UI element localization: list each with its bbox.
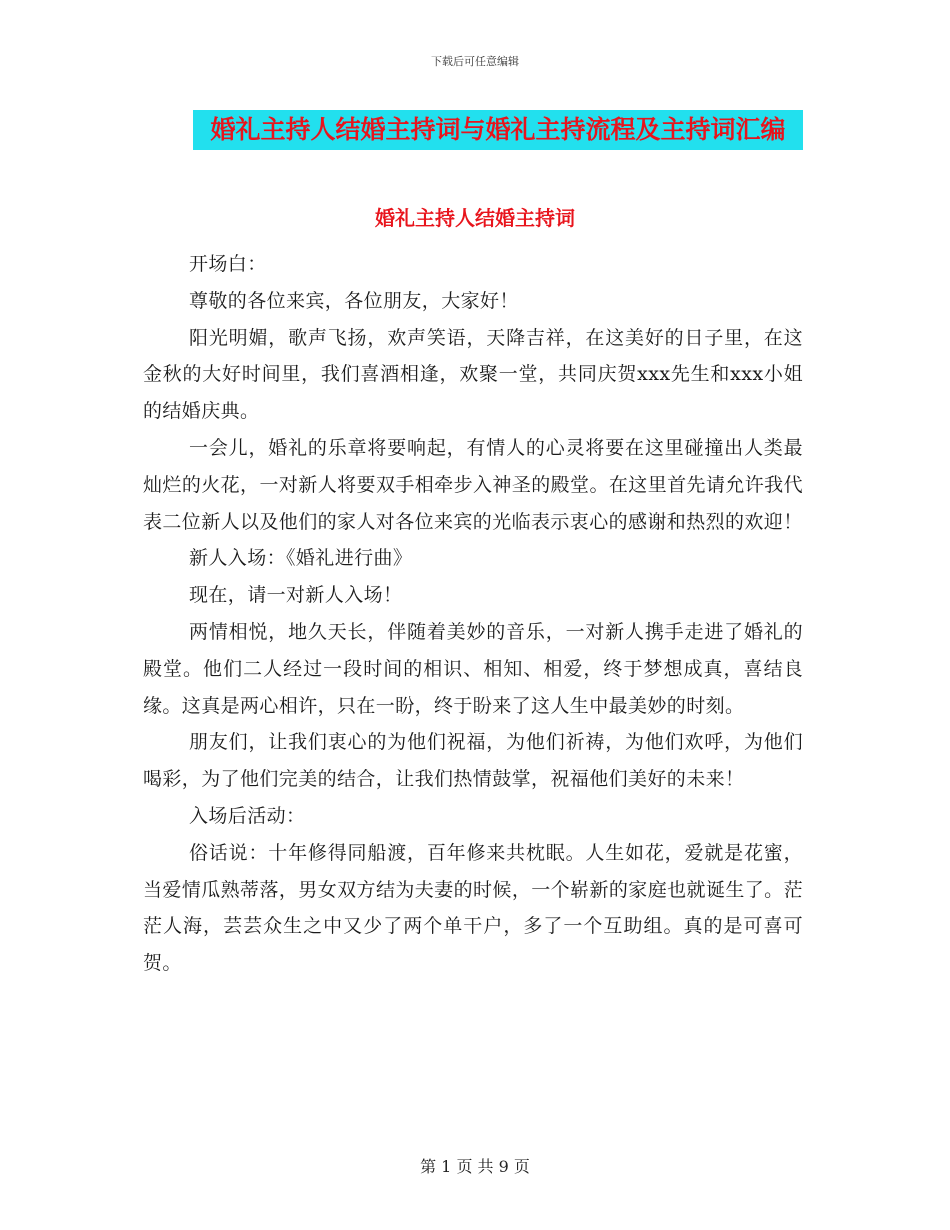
section-title: 婚礼主持人结婚主持词 bbox=[375, 206, 575, 230]
paragraph-blessing: 朋友们，让我们衷心的为他们祝福，为他们祈祷，为他们欢呼，为他们喝彩，为了他们完美的结合，让我们热情鼓掌，祝福他们美好的未来！ bbox=[143, 731, 803, 791]
paragraph-greeting: 尊敬的各位来宾，各位朋友，大家好！ bbox=[189, 289, 519, 312]
paragraph-opening-speech: 阳光明媚，歌声飞扬，欢声笑语，天降吉祥，在这美好的日子里，在这金秋的大好时间里，我们喜酒相逢，欢聚一堂，共同庆贺xxx先生和xxx小姐的结婚庆典。 bbox=[143, 326, 803, 423]
document-body bbox=[143, 246, 803, 982]
paragraph-opening-label: 开场白： bbox=[189, 253, 267, 275]
paragraph-welcome: 一会儿，婚礼的乐章将要响起，有情人的心灵将要在这里碰撞出人类最灿烂的火花，一对新人将要双手相牵步入神圣的殿堂。在这里首先请允许我代表二位新人以及他们的家人对各位来宾的光临表示衷心的感谢和热烈的欢迎！ bbox=[143, 436, 803, 533]
paragraph-entrance-label: 新人入场：《婚礼进行曲》 bbox=[189, 547, 413, 570]
document-title: 婚礼主持人结婚主持词与婚礼主持流程及主持词汇编 bbox=[193, 110, 803, 150]
page-header-note: 下载后可任意编辑 bbox=[431, 55, 519, 68]
paragraph-entrance-speech: 两情相悦，地久天长，伴随着美妙的音乐，一对新人携手走进了婚礼的殿堂。他们二人经过一段时间的相识、相知、相爱，终于梦想成真，喜结良缘。这真是两心相许，只在一盼，终于盼来了这人生中最美妙的时刻。 bbox=[143, 620, 803, 717]
page-number: 第 1 页 共 9 页 bbox=[420, 1157, 530, 1176]
paragraph-activity-speech: 俗话说：十年修得同船渡，百年修来共枕眠。人生如花，爱就是花蜜，当爱情瓜熟蒂落，男女双方结为夫妻的时候，一个崭新的家庭也就诞生了。茫茫人海，芸芸众生之中又少了两个单干户，多了一个互助组。真的是可喜可贺。 bbox=[143, 841, 803, 975]
paragraph-entrance-call: 现在，请一对新人入场！ bbox=[189, 584, 403, 607]
paragraph-activity-label: 入场后活动： bbox=[189, 804, 306, 827]
